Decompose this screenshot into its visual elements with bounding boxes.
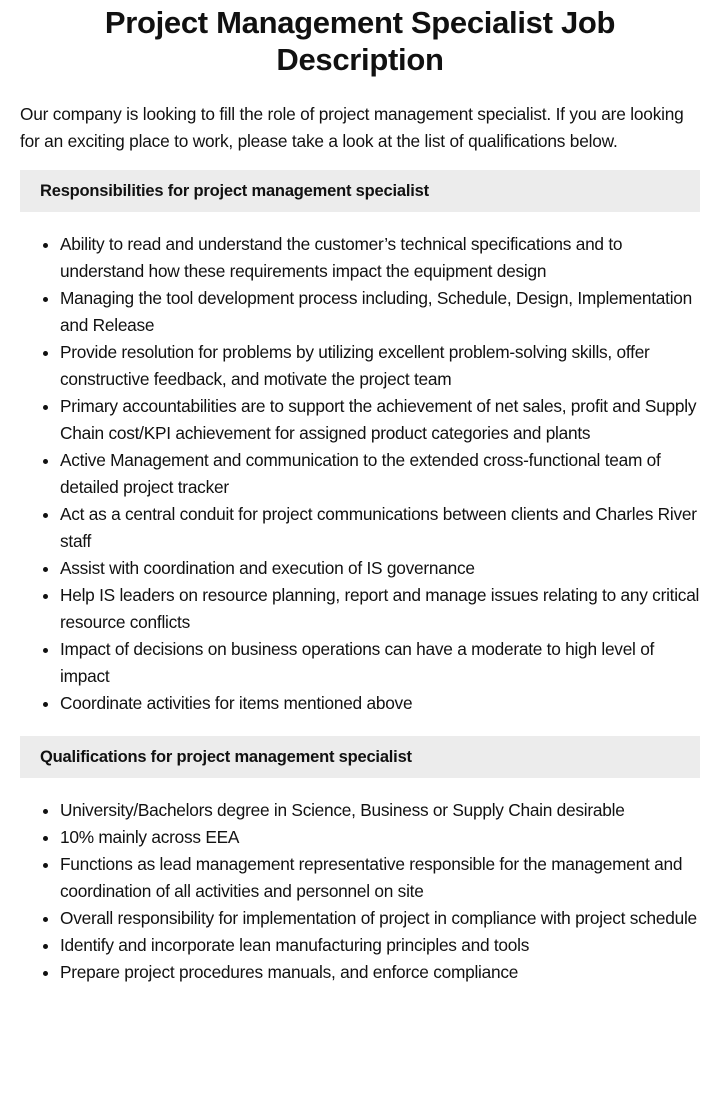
list-item: • Impact of decisions on business operations can have a moderate to high level of impact [60,636,700,690]
list-item: • 10% mainly across EEA [60,824,700,851]
list-item: • University/Bachelors degree in Science, Business or Supply Chain desirable [60,797,700,824]
job-description [0,4,720,986]
list-item: • Coordinate activities for items mentioned above [60,690,700,717]
responsibilities-list [20,231,700,717]
list-item: • Provide resolution for problems by utilizing excellent problem-solving skills, offer constructive feedback, and motivate the project team [60,339,700,393]
list-item: • Prepare project procedures manuals, and enforce compliance [60,959,700,986]
list-item: • Identify and incorporate lean manufacturing principles and tools [60,932,700,959]
list-item: • Active Management and communication to the extended cross-functional team of detailed project tracker [60,447,700,501]
list-item: • Managing the tool development process including, Schedule, Design, Implementation and Release [60,285,700,339]
list-item: • Assist with coordination and execution of IS governance [60,555,700,582]
qualifications-list [20,797,700,986]
list-item: • Primary accountabilities are to support the achievement of net sales, profit and Supply Chain cost/KPI achievement for assigned product categories and plants [60,393,700,447]
page-title: Project Management Specialist Job Description [104,5,616,77]
qualifications-heading: Qualifications for project management specialist [20,736,700,778]
list-item: • Help IS leaders on resource planning, report and manage issues relating to any critical resource conflicts [60,582,700,636]
list-item: • Functions as lead management representative responsible for the management and coordination of all activities and personnel on site [60,851,700,905]
list-item: • Act as a central conduit for project communications between clients and Charles River staff [60,501,700,555]
intro-paragraph: Our company is looking to fill the role of project management specialist. If you are looking for an exciting place to work, please take a look at the list of qualifications below. [20,104,684,151]
list-item: • Ability to read and understand the customer’s technical specifications and to understand how these requirements impact the equipment design [60,231,700,285]
list-item: • Overall responsibility for implementation of project in compliance with project schedule [60,905,700,932]
responsibilities-heading: Responsibilities for project management specialist [20,170,700,212]
